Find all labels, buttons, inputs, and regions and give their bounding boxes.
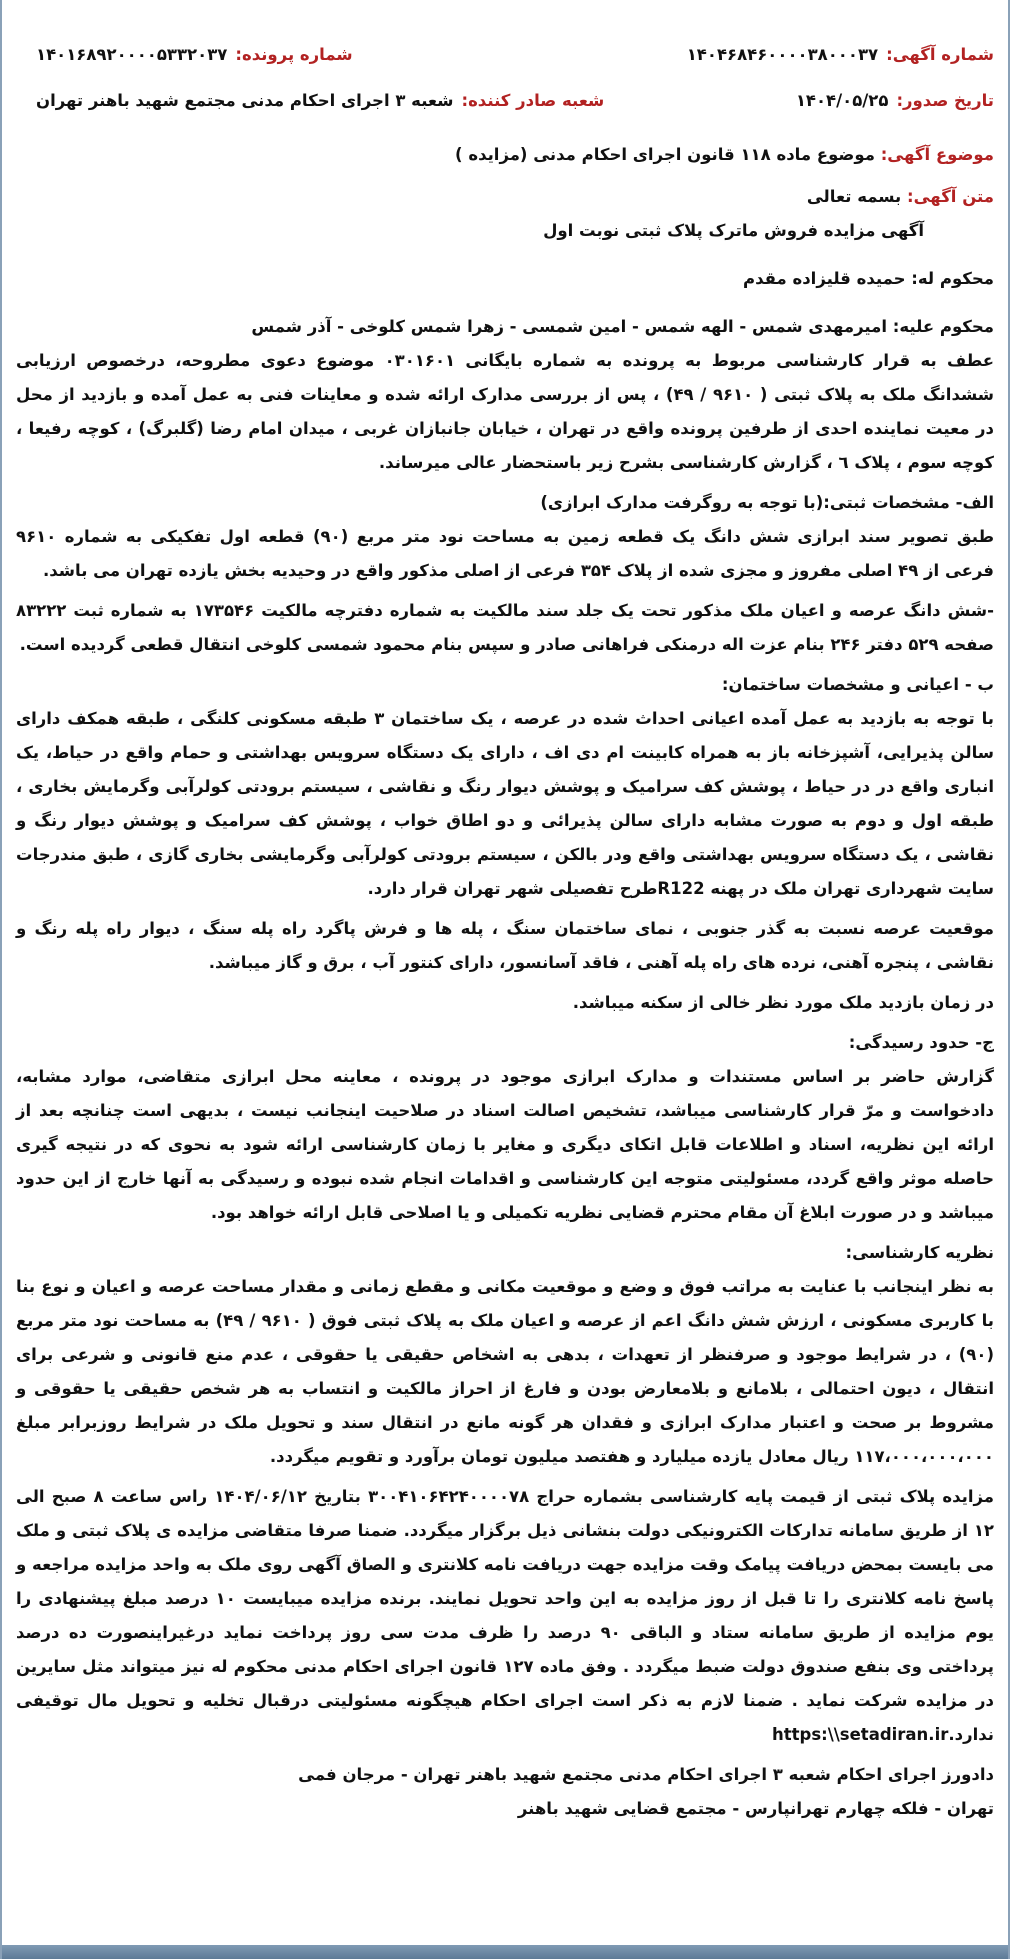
- section-be-title: ب - اعیانی و مشخصات ساختمان:: [721, 675, 994, 694]
- opinion-paragraph: به نظر اینجانب با عنایت به مراتب فوق و وضع و موقعیت مکانی و مقطع زمانی و مقدار مساحت عرصه و اعیان و نوع بنا با کاربری مسکونی ، ارزش شش دانگ اعم از عرصه و اعیان ملک به پلاک ثبتی فوق ( ۹۶۱۰ / ۴۹) به مساحت نود متر مربع (۹۰) ، در شرایط موجود و صرفنظر از تعهدات ، بدهی به اشخاص حقیقی یا حقوقی ، عدم منع قانونی و شرعی برای انتقال ، دیون احتمالی ، بلامانع و بلامعارض بودن و فارغ از احراز مالکیت و انتساب به هر شخص حقیقی یا حقوقی و مشروط بر صحت و اعتبار مدارک ابرازی و فقدان هر گونه مانع در انتقال سند و تحویل ملک در شرایط روزبرابر مبلغ ۱۱۷،۰۰۰،۰۰۰،۰۰۰ ریال معادل یازده میلیارد و هفتصد میلیون تومان برآورد و تقویم میگردد.: [16, 1277, 994, 1466]
- notice-content: [2, 0, 1008, 1826]
- issuing-branch: [36, 84, 604, 118]
- bismillah: بسمه تعالی: [806, 187, 902, 206]
- issue-date: [796, 84, 994, 118]
- subject-label: موضوع آگهی:: [880, 145, 994, 164]
- setadiran-link[interactable]: https:\\setadiran.ir: [771, 1725, 949, 1744]
- body-label-row: [16, 180, 994, 214]
- subject-value: موضوع ماده ۱۱۸ قانون اجرای احکام مدنی (مزایده ): [455, 145, 875, 164]
- issue-date-value: ۱۴۰۴/۰۵/۲۵: [795, 91, 889, 110]
- signature-line-1: دادورز اجرای احکام شعبه ۳ اجرای احکام مدنی مجتمع شهید باهنر تهران - مرجان فمی: [298, 1765, 994, 1784]
- be-paragraph-2: موقعیت عرصه نسبت به گذر جنوبی ، نمای ساختمان سنگ ، پله ها و فرش پاگرد راه پله سنگ ، دیوار راه پله رنگ و نقاشی ، پنجره آهنی، نرده های راه پله آهنی ، فاقد آسانسور، دارای کنتور آب ، برق و گاز میباشد.: [16, 919, 994, 972]
- beneficiary: محکوم له: حمیده قلیزاده مقدم: [743, 269, 994, 288]
- notice-heading: آگهی مزایده فروش ماترک پلاک ثبتی نوبت اول: [543, 221, 924, 240]
- opinion-title: نظریه کارشناسی:: [845, 1243, 994, 1262]
- window-bottom-bar: [2, 1945, 1008, 1959]
- body-label: متن آگهی:: [907, 187, 994, 206]
- case-number: [36, 38, 353, 72]
- issuing-branch-label: شعبه صادر کننده:: [461, 91, 605, 110]
- issuing-branch-value: شعبه ۳ اجرای احکام مدنی مجتمع شهید باهنر تهران: [36, 91, 454, 110]
- ad-number-label: شماره آگهی:: [886, 45, 994, 64]
- be-paragraph-1: با توجه به بازدید به عمل آمده اعیانی احداث شده در عرصه ، یک ساختمان ۳ طبقه مسکونی کلنگی ، طبقه همکف دارای سالن پذیرایی، آشپزخانه باز به همراه کابینت ام دی اف ، دارای یک دستگاه سرویس بهداشتی و حمام واقع در حیاط، یک انباری واقع در در حیاط ، پوشش کف سرامیک و پوشش دیوار رنگ و نقاشی ، سیستم برودتی کولرآبی وگرمایش بخاری ، طبقه اول و دوم به صورت مشابه دارای سالن پذیرائی و دو اطاق خواب ، پوشش کف سرامیک و پوشش دیوار رنگ و نقاشی ، یک دستگاه سرویس بهداشتی واقع ودر بالکن ، سیستم برودتی کولرآبی وگرمایشی بخاری گازی ، طبق مندرجات سایت شهرداری تهران ملک در پهنه R122طرح تفصیلی شهر تهران قرار دارد.: [16, 709, 994, 898]
- signature-line-2: تهران - فلکه چهارم تهرانپارس - مجتمع قضایی شهید باهنر: [517, 1799, 994, 1818]
- be-paragraph-3: در زمان بازدید ملک مورد نظر خالی از سکنه میباشد.: [572, 993, 994, 1012]
- intro-paragraph: عطف به قرار کارشناسی مربوط به پرونده به شماره بایگانی ۰۳۰۱۶۰۱ موضوع دعوی مطروحه، درخصوص ارزیابی ششدانگ ملک به پلاک ثبتی ( ۹۶۱۰ / ۴۹) ، پس از بررسی مدارک ارائه شده و معاینات فنی به عمل آمده و بازدید از محل در معیت نماینده احدی از طرفین پرونده واقع در تهران ، خیابان جانبازان غربی ، میدان امام رضا (گلبرگ) ، کوچه رفیعا ، کوچه سوم ، پلاک ٦ ، گزارش کارشناسی بشرح زیر باستحضار عالی میرساند.: [16, 351, 995, 472]
- section-alef-title: الف- مشخصات ثبتی:(با توجه به روگرفت مدارک ابرازی): [540, 493, 994, 512]
- header-row-2: [16, 84, 994, 118]
- section-jim-title: ج- حدود رسیدگی:: [848, 1033, 994, 1052]
- subject-row: [16, 138, 994, 172]
- ad-number: [687, 38, 994, 72]
- case-number-value: ۱۴۰۱۶۸۹۲۰۰۰۰۵۳۳۲۰۳۷: [36, 45, 228, 64]
- alef-paragraph-2: -شش دانگ عرصه و اعیان ملک مذکور تحت یک جلد سند مالکیت به شماره دفترچه مالکیت ۱۷۳۵۴۶ به شماره ثبت ۸۳۲۲۲ صفحه ۵۲۹ دفتر ۲۴۶ بنام عزت اله درمنکی فراهانی صادر و سپس بنام محمود شمسی کلوخی انتقال قطعی گردیده است.: [16, 601, 994, 654]
- jim-paragraph: گزارش حاضر بر اساس مستندات و مدارک ابرازی موجود در پرونده ، معاینه محل ابرازی متقاضی، موارد مشابه، دادخواست و مرّ قرار کارشناسی میباشد، تشخیص اصالت اسناد در صلاحیت اینجانب نیست ، بدیهی است چنانچه بعد از ارائه این نظریه، اسناد و اطلاعات قابل اتکای دیگری و مغایر با زمان کارشناسی ارائه شود به نحوی که در نتیجه گیری حاصله موثر واقع گردد، مسئولیتی متوجه این کارشناسی و اقدامات انجام شده نبوده و رسیدگی به آنها خارج از این حدود میباشد و در صورت ابلاغ آن مقام محترم قضایی نظریه تکمیلی و یا اصلاحی قابل ارائه خواهد بود.: [16, 1067, 994, 1222]
- header-row-1: [16, 38, 994, 72]
- case-number-label: شماره پرونده:: [235, 45, 353, 64]
- alef-paragraph-1: طبق تصویر سند ابرازی شش دانگ یک قطعه زمین به مساحت نود متر مربع (۹۰) قطعه اول تفکیکی به شماره ۹۶۱۰ فرعی از ۴۹ اصلی مفروز و مجزی شده از پلاک ۳۵۴ فرعی از اصلی مذکور واقع در وحیدیه بخش یازده تهران می باشد.: [16, 527, 994, 580]
- issue-date-label: تاریخ صدور:: [896, 91, 994, 110]
- auction-text: مزایده پلاک ثبتی از قیمت پایه کارشناسی بشماره حراج ۳۰۰۴۱۰۶۴۲۴۰۰۰۰۷۸ بتاریخ ۱۴۰۴/۰۶/۱۲ راس ساعت ۸ صبح الی ۱۲ از طریق سامانه تدارکات الکترونیکی دولت بنشانی ذیل برگزار میگردد. ضمنا صرفا متقاضی مزایده ی پلاک ثبتی و ملک می بایست بمحض دریافت پیامک وقت مزایده جهت دریافت نامه کلانتری و الصاق آگهی روی ملک به واحد مزایده مراجعه و پاسخ نامه کلانتری را تا قبل از روز مزایده به این واحد تحویل نمایند. برنده مزایده میبایست ۱۰ درصد مبلغ پیشنهادی را یوم مزایده از طریق سامانه ستاد و الباقی ۹۰ درصد را ظرف مدت سی روز پرداخت نماید درغیراینصورت ده درصد پرداختی وی بنفع صندوق دولت ضبط میگردد . وفق ماده ۱۲۷ قانون اجرای احکام مدنی محکوم له نیز میتواند مثل سایرین در مزایده شرکت نماید . ضمنا لازم به ذکر است اجرای احکام هیچگونه مسئولیتی درقبال تخلیه و تحویل مال توقیفی ندارد.: [16, 1487, 995, 1744]
- ad-number-value: ۱۴۰۴۶۸۴۶۰۰۰۰۳۸۰۰۰۳۷: [686, 45, 879, 64]
- convicted-parties: محکوم علیه: امیرمهدی شمس - الهه شمس - امین شمسی - زهرا شمس کلوخی - آذر شمس: [251, 317, 994, 336]
- auction-paragraph: [16, 1480, 994, 1752]
